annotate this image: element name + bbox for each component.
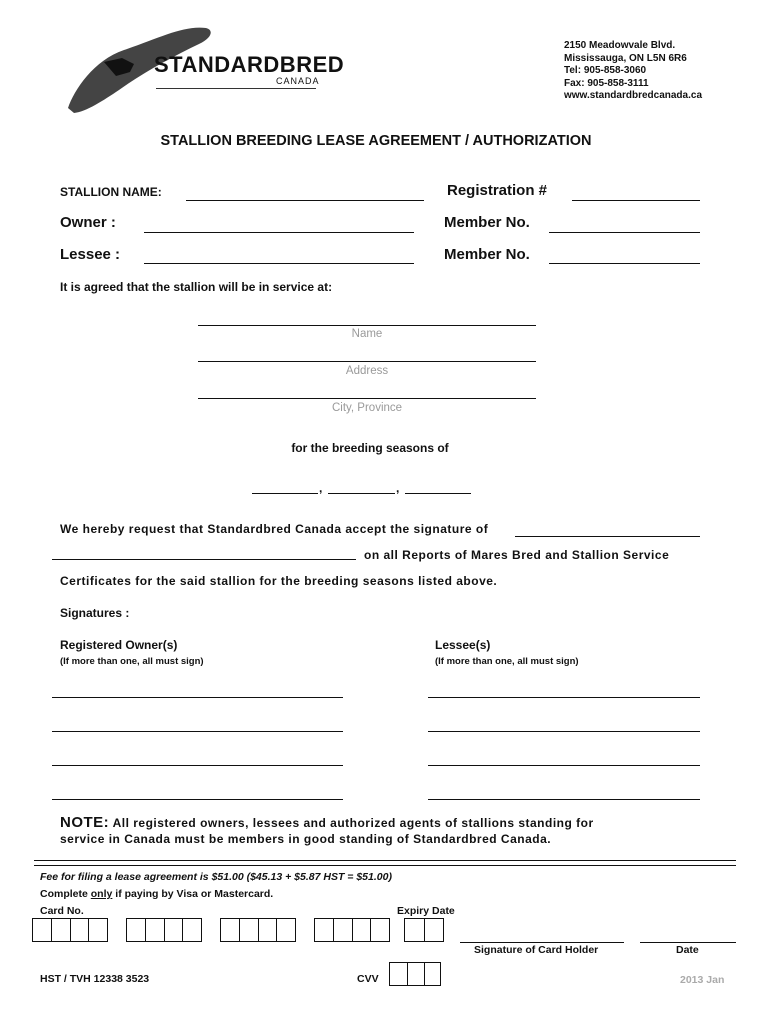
owners-note: (If more than one, all must sign) — [60, 656, 204, 667]
agent-signature-field[interactable] — [515, 536, 700, 537]
address-line: Mississauga, ON L5N 6R6 — [564, 52, 687, 64]
service-text: It is agreed that the stallion will be in service at: — [60, 280, 333, 294]
lessee-signature-line[interactable] — [428, 799, 700, 800]
address-line: 2150 Meadowvale Blvd. — [564, 40, 676, 51]
fax-line: Fax: 905-858-3111 — [564, 77, 649, 89]
registration-label: Registration # — [447, 182, 548, 199]
registration-field[interactable] — [572, 200, 700, 201]
lessees-note: (If more than one, all must sign) — [435, 656, 579, 667]
phone-line: Tel: 905-858-3060 — [564, 65, 647, 76]
version-label: 2013 Jan — [680, 974, 725, 986]
season-field-2[interactable] — [328, 493, 395, 494]
owner-label: Owner : — [60, 214, 116, 231]
logo-underline — [156, 88, 316, 89]
card-number-group-1[interactable] — [32, 918, 108, 942]
complete-only: only — [90, 888, 113, 900]
card-holder-signature-line[interactable] — [460, 942, 624, 943]
card-holder-signature-label: Signature of Card Holder — [474, 944, 599, 956]
note-block — [60, 815, 594, 847]
stallion-name-label: STALLION NAME: — [60, 185, 162, 199]
complete-text — [40, 888, 273, 900]
cvv-label: CVV — [357, 973, 379, 985]
lessee-member-no-field[interactable] — [549, 263, 700, 264]
owner-member-no-field[interactable] — [549, 232, 700, 233]
note-text-2: service in Canada must be members in good standing of Standardbred Canada. — [60, 832, 552, 846]
season-field-1[interactable] — [252, 493, 318, 494]
owner-signature-line[interactable] — [52, 731, 343, 732]
complete-post: if paying by Visa or Mastercard. — [112, 888, 274, 900]
service-name-field[interactable] — [198, 325, 536, 326]
lessees-heading: Lessee(s) — [435, 638, 491, 652]
season-separator: , — [319, 481, 323, 495]
service-address-field[interactable] — [198, 361, 536, 362]
signatures-label: Signatures : — [60, 606, 130, 620]
service-city-caption: City, Province — [331, 402, 403, 414]
note-label: NOTE: — [60, 814, 110, 831]
logo — [64, 20, 345, 115]
lessee-signature-line[interactable] — [428, 697, 700, 698]
card-number-group-2[interactable] — [126, 918, 202, 942]
member-no-label-2: Member No. — [444, 246, 530, 263]
owner-field[interactable] — [144, 232, 414, 233]
owner-signature-line[interactable] — [52, 799, 343, 800]
request-line-1: We hereby request that Standardbred Canada accept the signature of — [60, 522, 489, 536]
section-divider — [34, 860, 736, 861]
page-title: STALLION BREEDING LEASE AGREEMENT / AUTHORIZATION — [160, 133, 592, 149]
cvv-box[interactable] — [389, 962, 441, 986]
hst-number: HST / TVH 12338 3523 — [40, 973, 150, 985]
request-line-2: on all Reports of Mares Bred and Stallion Service — [364, 548, 670, 562]
address-block — [564, 40, 702, 103]
section-divider — [34, 865, 736, 866]
member-no-label-1: Member No. — [444, 214, 530, 231]
service-name-caption: Name — [351, 328, 383, 340]
service-address-caption: Address — [345, 365, 389, 377]
season-separator: , — [396, 481, 400, 495]
seasons-text: for the breeding seasons of — [291, 441, 449, 455]
lessee-signature-line[interactable] — [428, 765, 700, 766]
date-line[interactable] — [640, 942, 736, 943]
stallion-name-field[interactable] — [186, 200, 424, 201]
logo-text: STANDARDBRED — [154, 52, 345, 77]
card-number-group-3[interactable] — [220, 918, 296, 942]
date-label: Date — [676, 944, 699, 956]
request-line-3: Certificates for the said stallion for the breeding seasons listed above. — [60, 574, 498, 588]
lessee-field[interactable] — [144, 263, 414, 264]
note-text-1: All registered owners, lessees and authorized agents of stallions standing for — [112, 816, 594, 830]
registered-owners-heading: Registered Owner(s) — [60, 638, 178, 652]
service-city-field[interactable] — [198, 398, 536, 399]
owner-signature-line[interactable] — [52, 697, 343, 698]
season-field-3[interactable] — [405, 493, 471, 494]
agent-name-field[interactable] — [52, 559, 356, 560]
lessee-label: Lessee : — [60, 246, 121, 263]
logo-sub: CANADA — [276, 76, 320, 86]
expiry-date-box[interactable] — [404, 918, 444, 942]
complete-pre: Complete — [40, 888, 91, 900]
website-link[interactable]: www.standardbredcanada.ca — [564, 90, 703, 101]
owner-signature-line[interactable] — [52, 765, 343, 766]
expiry-label: Expiry Date — [397, 905, 455, 917]
card-no-label: Card No. — [40, 905, 84, 917]
lessee-signature-line[interactable] — [428, 731, 700, 732]
fee-text: Fee for filing a lease agreement is $51.00 ($45.13 + $5.87 HST = $51.00) — [40, 871, 392, 883]
card-number-group-4[interactable] — [314, 918, 390, 942]
